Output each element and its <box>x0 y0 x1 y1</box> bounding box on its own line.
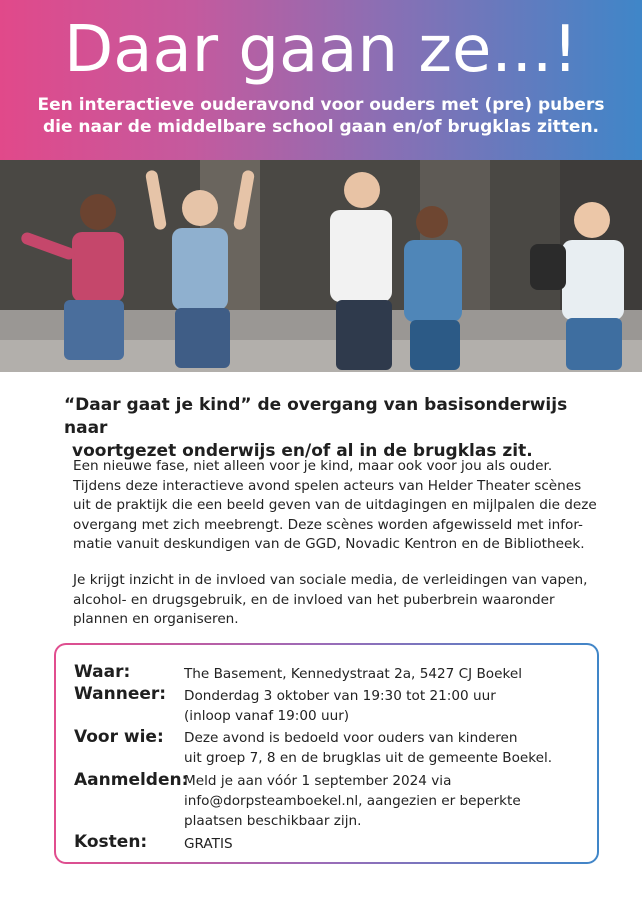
subtitle-line-1: Een interactieve ouderavond voor ouders met (pre) pubers <box>37 95 605 115</box>
kosten-label: Kosten: <box>74 832 148 852</box>
paragraph-line: Je krijgt inzicht in de invloed van sociale media, de verleidingen van vapen, <box>73 572 588 588</box>
aanmelden-label: Aanmelden: <box>74 770 189 790</box>
paragraph-line: uit de praktijk die een beeld geven van de uitdagingen en mijlpalen die deze <box>73 497 597 513</box>
photo-of-children-jumping-icon <box>0 160 642 372</box>
aanmelden-value-line-3: plaatsen beschikbaar zijn. <box>184 813 362 829</box>
kosten-value: GRATIS <box>184 836 233 852</box>
paragraph-line: alcohol- en drugsgebruik, en de invloed van het puberbrein waaronder <box>73 591 555 608</box>
paragraph-line: plannen en organiseren. <box>73 611 239 627</box>
wanneer-label: Wanneer: <box>74 684 167 704</box>
paragraph-line: matie vanuit deskundigen van de GGD, Novadic Kentron en de Bibliotheek. <box>73 536 585 552</box>
aanmelden-value-line-1: Meld je aan vóór 1 september 2024 via <box>184 773 452 789</box>
page-title: Daar gaan ze...! <box>64 13 578 87</box>
intro-heading-line-1: “Daar gaat je kind” de overgang van basisonderwijs naar <box>64 395 568 438</box>
aanmelden-value <box>184 771 584 831</box>
wanneer-value-line-2: (inloop vanaf 19:00 uur) <box>184 708 350 724</box>
wanneer-value <box>184 686 584 726</box>
paragraph-2 <box>73 571 603 630</box>
paragraph-line: overgang met zich meebrengt. Deze scènes worden afgewisseld met infor- <box>73 516 583 533</box>
waar-value: The Basement, Kennedystraat 2a, 5427 CJ Boekel <box>184 666 522 682</box>
intro-heading <box>64 394 584 463</box>
intro-heading-line-2: voortgezet onderwijs en/of al in de brugklas zit. <box>72 441 533 461</box>
email-link[interactable]: info@dorpsteamboekel.nl, aangezien er beperkte <box>184 793 521 809</box>
voorwie-value-line-1: Deze avond is bedoeld voor ouders van kinderen <box>184 730 518 746</box>
paragraph-line: Tijdens deze interactieve avond spelen acteurs van Helder Theater scènes <box>73 477 582 494</box>
voorwie-value-line-2: uit groep 7, 8 en de brugklas uit de gemeente Boekel. <box>184 750 553 766</box>
paragraph-line: Een nieuwe fase, niet alleen voor je kind, maar ook voor jou als ouder. <box>73 458 553 474</box>
subtitle-line-2: die naar de middelbare school gaan en/of brugklas zitten. <box>42 117 600 137</box>
children-photo <box>0 160 642 372</box>
info-box <box>54 643 599 864</box>
voorwie-value <box>184 728 584 768</box>
header-banner <box>0 0 642 160</box>
waar-label: Waar: <box>74 662 131 682</box>
paragraph-1 <box>73 457 603 555</box>
wanneer-value-line-1: Donderdag 3 oktober van 19:30 tot 21:00 uur <box>184 688 496 704</box>
voorwie-label: Voor wie: <box>74 727 164 747</box>
subtitle <box>0 94 642 138</box>
